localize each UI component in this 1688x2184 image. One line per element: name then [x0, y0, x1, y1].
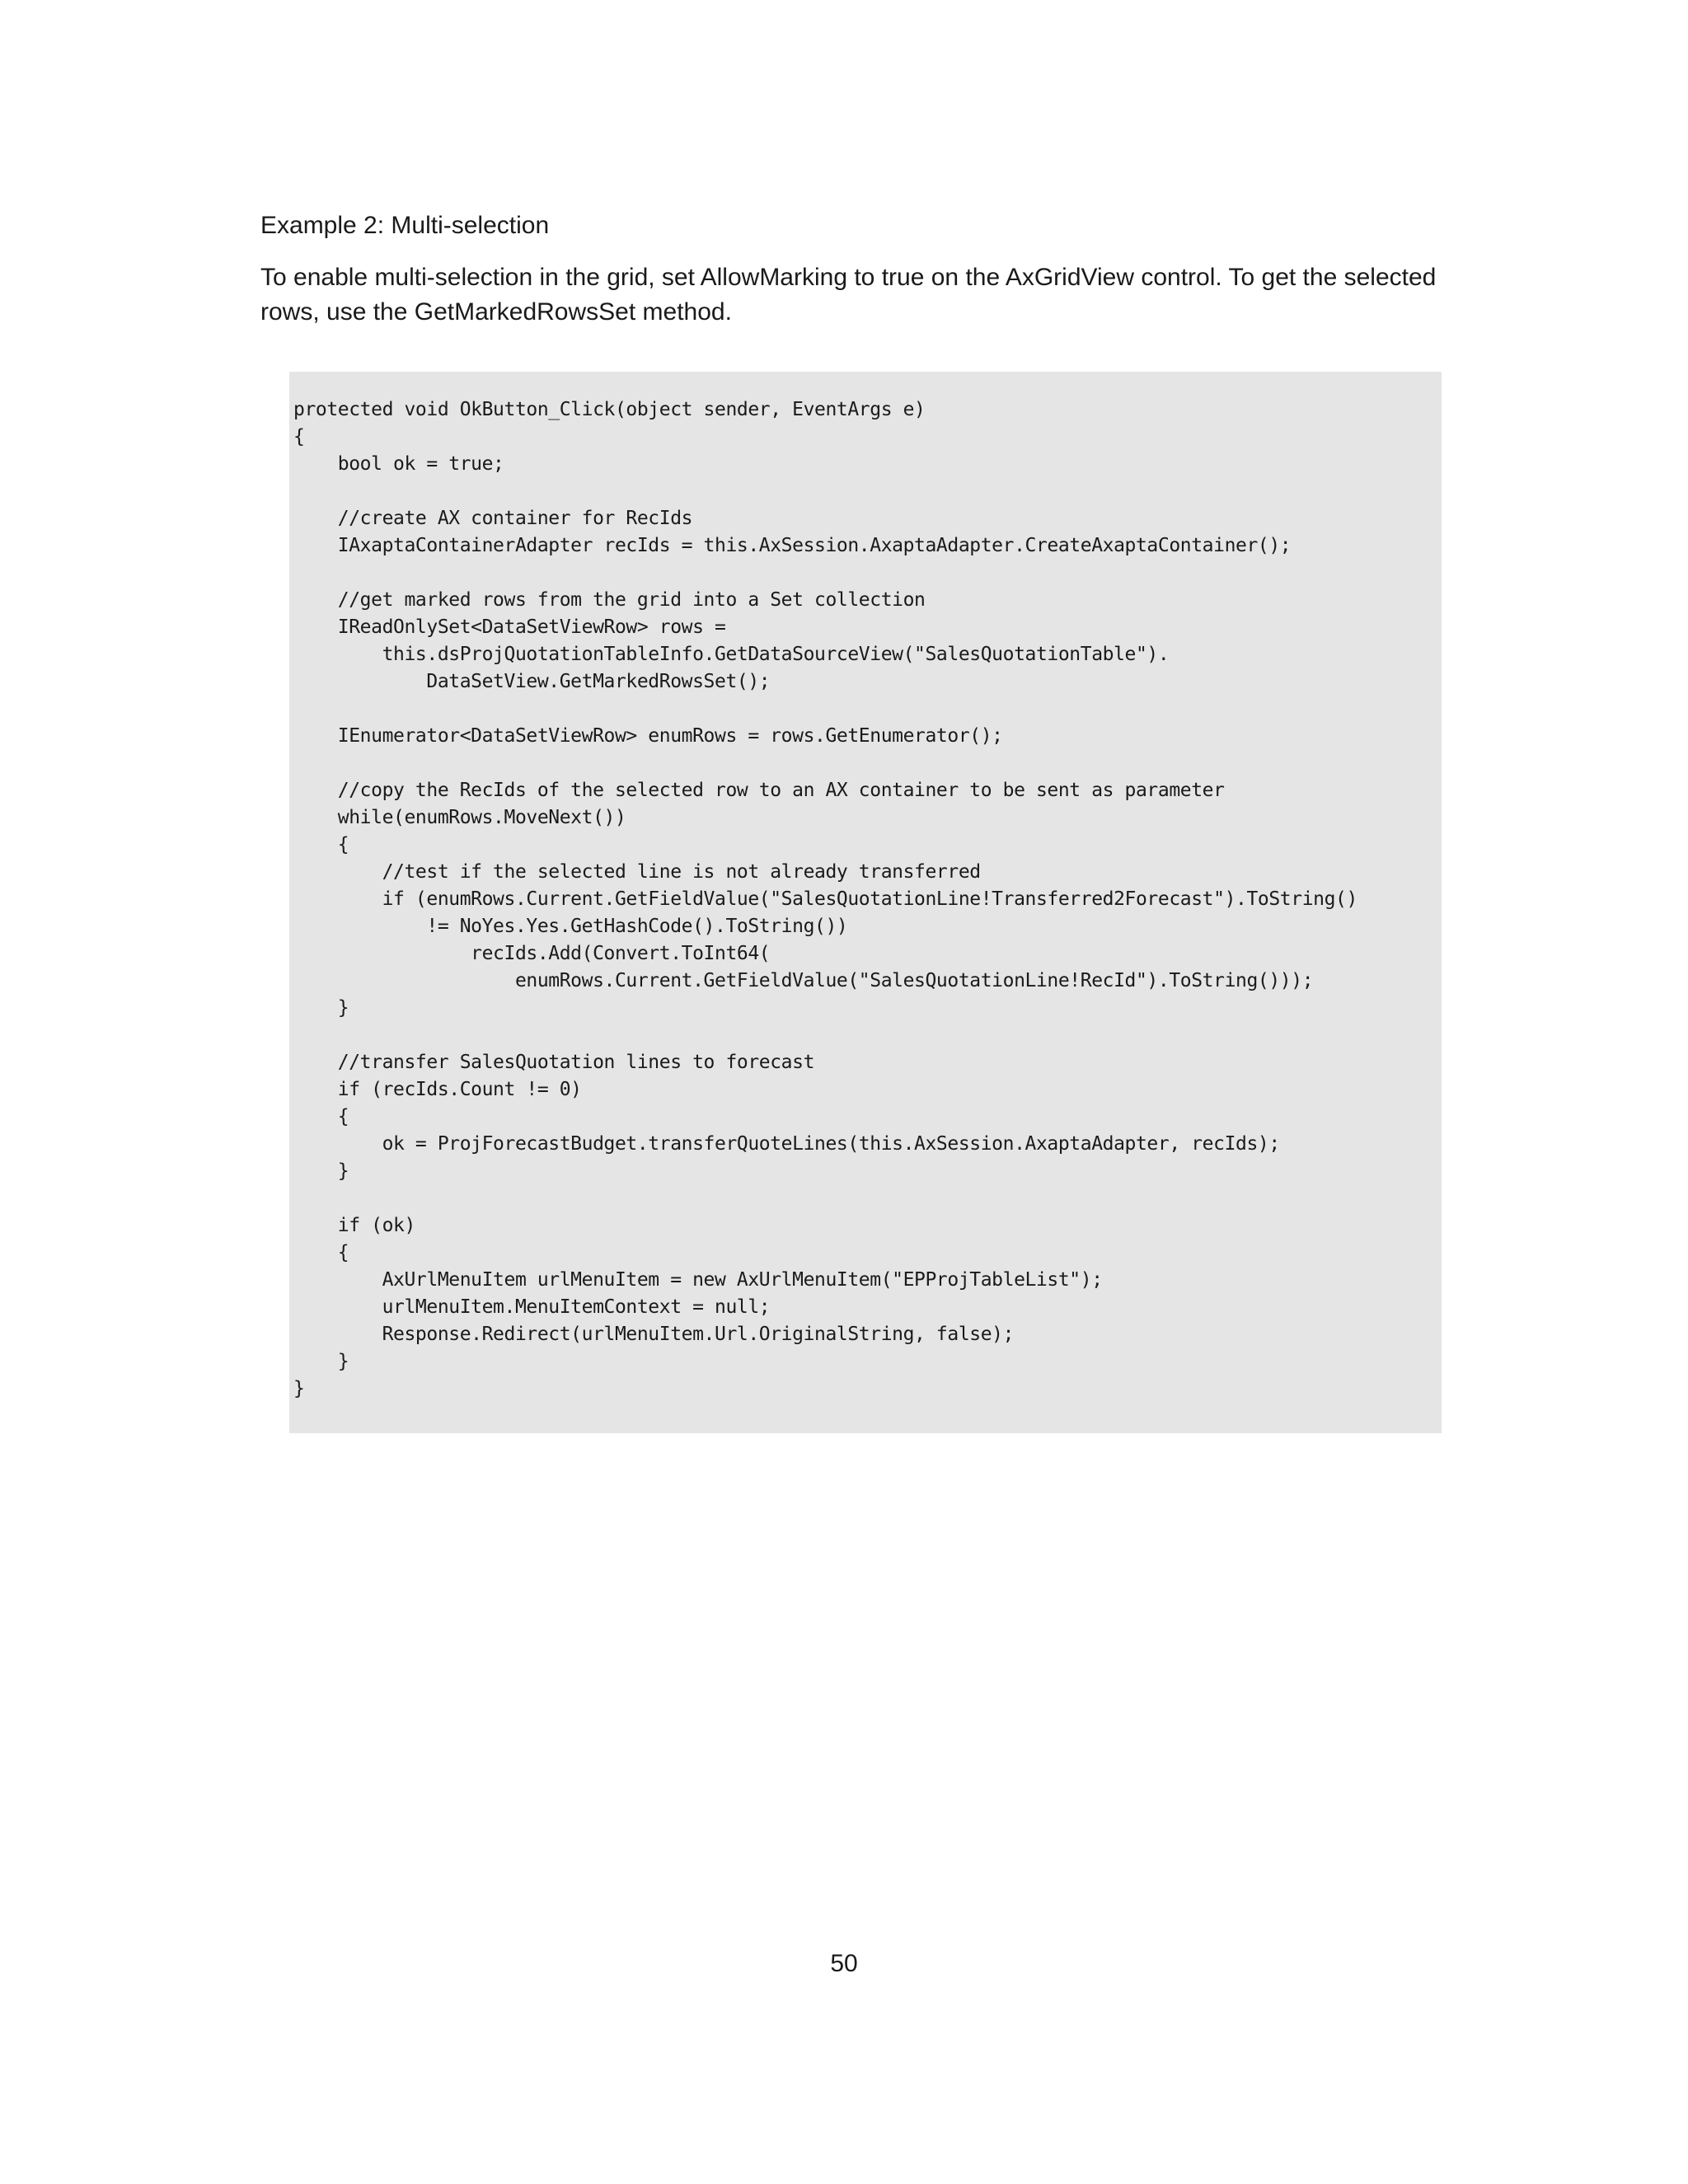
code-line [293, 696, 1442, 723]
code-line [293, 478, 1442, 505]
code-line: recIds.Add(Convert.ToInt64( [293, 943, 771, 964]
code-line: != NoYes.Yes.GetHashCode().ToString()) [293, 916, 848, 937]
code-line: } [293, 1160, 349, 1182]
code-line: { [293, 1106, 349, 1127]
page-number: 50 [830, 1950, 858, 1977]
code-line: //get marked rows from the grid into a Set collection [293, 589, 926, 611]
code-line: } [293, 1378, 305, 1399]
code-line: DataSetView.GetMarkedRowsSet(); [293, 671, 771, 692]
code-line [293, 1022, 1442, 1049]
code-line: } [293, 997, 349, 1019]
code-block [289, 372, 1442, 1433]
code-line: { [293, 1242, 349, 1263]
code-line: { [293, 834, 349, 855]
body-paragraph: To enable multi-selection in the grid, set AllowMarking to true on the AxGridView control. To get the selected rows, use the GetMarkedRowsSet method. [260, 264, 1437, 326]
code-line: this.dsProjQuotationTableInfo.GetDataSourceView("SalesQuotationTable"). [293, 644, 1170, 665]
code-line: IReadOnlySet<DataSetViewRow> rows = [293, 616, 726, 638]
code-line: protected void OkButton_Click(object sender, EventArgs e) [293, 399, 926, 420]
code-line: IEnumerator<DataSetViewRow> enumRows = rows.GetEnumerator(); [293, 725, 1003, 747]
code-line: if (ok) [293, 1215, 415, 1236]
code-line: AxUrlMenuItem urlMenuItem = new AxUrlMenuItem("EPProjTableList"); [293, 1269, 1103, 1291]
code-line: urlMenuItem.MenuItemContext = null; [293, 1296, 771, 1318]
code-line: if (enumRows.Current.GetFieldValue("SalesQuotationLine!Transferred2Forecast").ToString() [293, 888, 1357, 910]
section-heading: Example 2: Multi-selection [260, 212, 550, 239]
code-line: Response.Redirect(urlMenuItem.Url.OriginalString, false); [293, 1324, 1015, 1345]
code-line: } [293, 1351, 349, 1372]
code-line: while(enumRows.MoveNext()) [293, 807, 626, 828]
code-line: IAxaptaContainerAdapter recIds = this.AxSession.AxaptaAdapter.CreateAxaptaContainer(); [293, 535, 1292, 556]
code-line: if (recIds.Count != 0) [293, 1079, 582, 1100]
code-line: enumRows.Current.GetFieldValue("SalesQuotationLine!RecId").ToString())); [293, 970, 1314, 991]
code-line: //copy the RecIds of the selected row to an AX container to be sent as parameter [293, 780, 1225, 801]
code-line: bool ok = true; [293, 453, 504, 475]
code-line: { [293, 426, 305, 448]
code-line: //transfer SalesQuotation lines to forecast [293, 1052, 815, 1073]
code-line: ok = ProjForecastBudget.transferQuoteLines(this.AxSession.AxaptaAdapter, recIds); [293, 1133, 1280, 1155]
code-line [293, 750, 1442, 777]
code-line [293, 560, 1442, 587]
code-line [293, 1185, 1442, 1212]
code-line: //create AX container for RecIds [293, 508, 693, 529]
code-line: //test if the selected line is not already transferred [293, 861, 981, 883]
